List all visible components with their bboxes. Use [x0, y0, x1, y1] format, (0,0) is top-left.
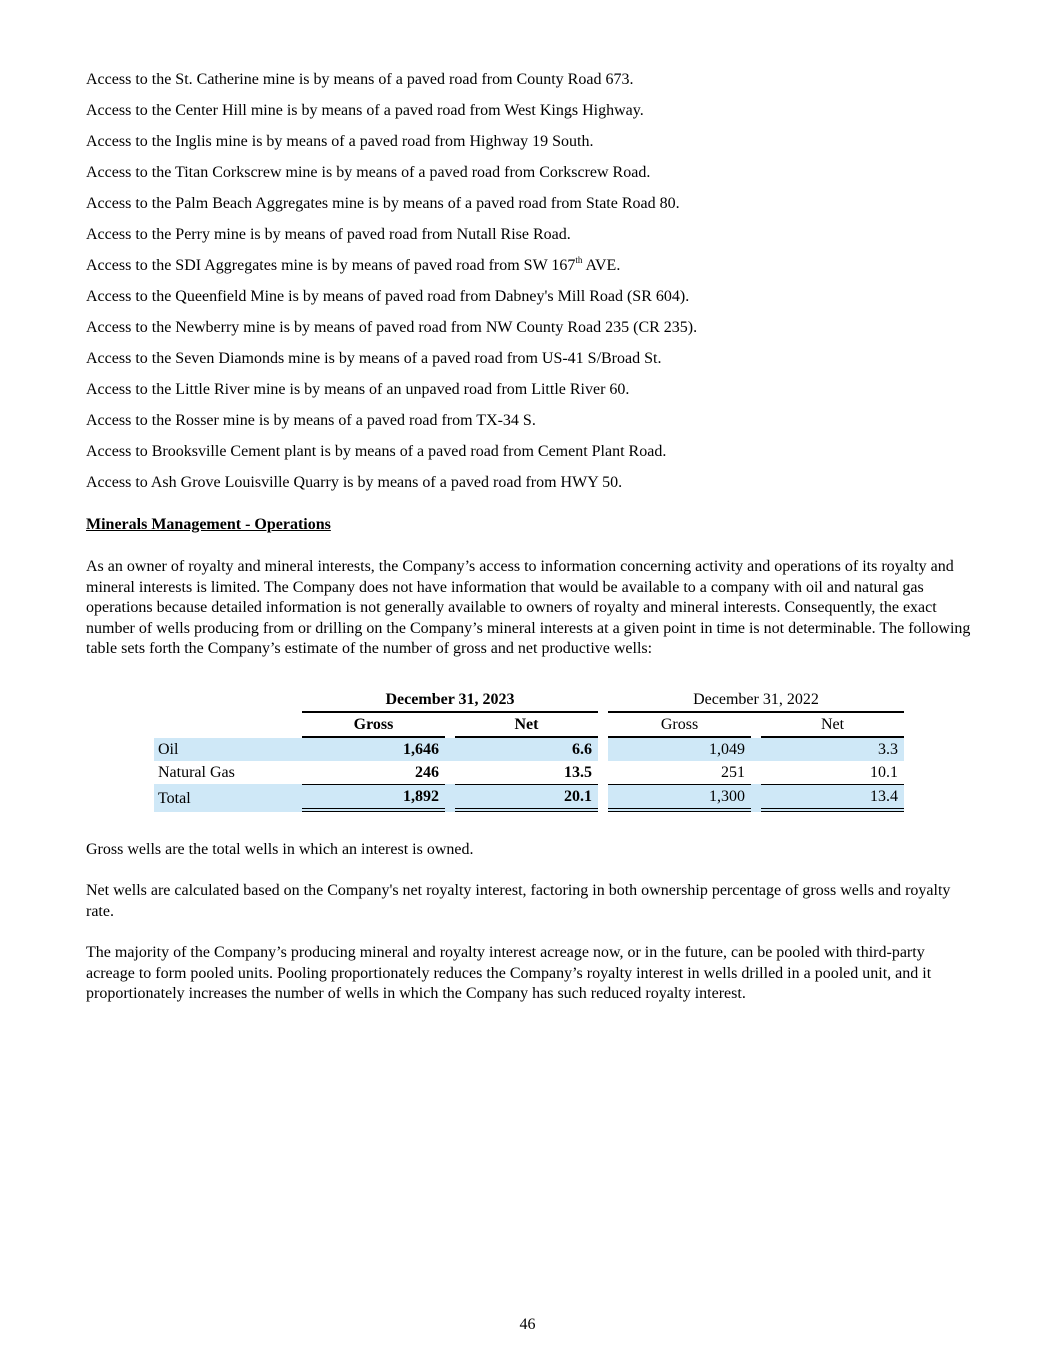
cell-gross-2023: 246	[415, 764, 439, 781]
cell-net-2023: 20.1	[455, 784, 598, 812]
access-line-inglis: Access to the Inglis mine is by means of a paved road from Highway 19 South.	[86, 133, 594, 150]
cell-gross-2022: 1,049	[608, 738, 751, 761]
intro-paragraph: As an owner of royalty and mineral interests, the Company’s access to information concerning activity and operations of its royalty and mineral interests is limited. The Company does not have information that would be available to a company with oil and natural gas operations because detailed information is not generally available to owners of royalty and mineral interests. Consequently, the exact number of wells producing from or drilling on the Company’s mineral interests at a given point in time is not determinable. The following table sets forth the Company’s estimate of the number of gross and net productive wells:	[86, 558, 971, 657]
access-line-ash-grove: Access to Ash Grove Louisville Quarry is by means of a paved road from HWY 50.	[86, 474, 623, 491]
access-line-center-hill: Access to the Center Hill mine is by means of a paved road from West Kings Highway.	[86, 102, 644, 119]
access-line-st-catherine: Access to the St. Catherine mine is by means of a paved road from County Road 673.	[86, 71, 634, 88]
cell-net-2022: 3.3	[761, 738, 904, 761]
col-gross-2022: Gross	[608, 713, 751, 738]
access-line-seven-diamonds: Access to the Seven Diamonds mine is by means of a paved road from US-41 S/Broad St.	[86, 350, 662, 367]
row-label: Oil	[154, 738, 302, 761]
section-heading: Minerals Management - Operations	[86, 516, 331, 533]
page-number: 46	[519, 1316, 536, 1333]
access-line-perry: Access to the Perry mine is by means of paved road from Nutall Rise Road.	[86, 226, 571, 243]
col-net-2022: Net	[761, 713, 904, 738]
cell-gross-2023: 1,892	[302, 784, 445, 812]
col-gross-2023: Gross	[302, 713, 445, 738]
sdi-line-text: Access to the SDI Aggregates mine is by means of paved road from SW 167	[86, 257, 576, 274]
cell-net-2022: 10.1	[870, 764, 898, 781]
cell-gross-2022: 1,300	[608, 784, 751, 812]
table-row-total	[154, 784, 904, 812]
access-line-queenfield: Access to the Queenfield Mine is by means of paved road from Dabney's Mill Road (SR 604).	[86, 288, 690, 305]
cell-gross-2023: 1,646	[302, 738, 445, 761]
row-label: Natural Gas	[158, 764, 235, 781]
table-period-header-row	[154, 688, 904, 713]
col-net-2023: Net	[455, 713, 598, 738]
access-line-titan-corkscrew: Access to the Titan Corkscrew mine is by means of a paved road from Corkscrew Road.	[86, 164, 651, 181]
pooling-paragraph: The majority of the Company’s producing mineral and royalty interest acreage now, or in the future, can be pooled with third-party acreage to form pooled units. Pooling proportionately reduces the Company’s royalty interest in wells drilled in a pooled unit, and it proportionately increases the number of wells in which the Company has such reduced royalty interest.	[86, 944, 932, 1002]
row-label: Total	[154, 784, 302, 812]
cell-net-2023: 6.6	[455, 738, 598, 761]
period-current-header: December 31, 2023	[302, 688, 598, 713]
cell-net-2023: 13.5	[564, 764, 592, 781]
table-row-natural-gas	[154, 761, 904, 784]
cell-gross-2022: 251	[721, 764, 745, 781]
access-line-rosser: Access to the Rosser mine is by means of a paved road from TX-34 S.	[86, 412, 536, 429]
access-line-little-river: Access to the Little River mine is by means of an unpaved road from Little River 60.	[86, 381, 630, 398]
access-line-brooksville: Access to Brooksville Cement plant is by means of a paved road from Cement Plant Road.	[86, 443, 667, 460]
table-column-header-row	[154, 713, 904, 738]
cell-net-2022: 13.4	[761, 784, 904, 812]
net-wells-note: Net wells are calculated based on the Company's net royalty interest, factoring in both ownership percentage of gross wells and royalty rate.	[86, 882, 951, 920]
period-prior-header: December 31, 2022	[608, 688, 904, 713]
access-line-newberry: Access to the Newberry mine is by means of paved road from NW County Road 235 (CR 235).	[86, 319, 698, 336]
access-line-sdi-aggregates	[86, 256, 620, 276]
access-line-palm-beach: Access to the Palm Beach Aggregates mine is by means of a paved road from State Road 80.	[86, 195, 680, 212]
productive-wells-table	[154, 688, 904, 812]
table-row-oil	[154, 738, 904, 761]
gross-wells-note: Gross wells are the total wells in which an interest is owned.	[86, 841, 474, 858]
sdi-line-superscript: th	[575, 255, 583, 265]
sdi-line-suffix: AVE.	[582, 257, 621, 274]
